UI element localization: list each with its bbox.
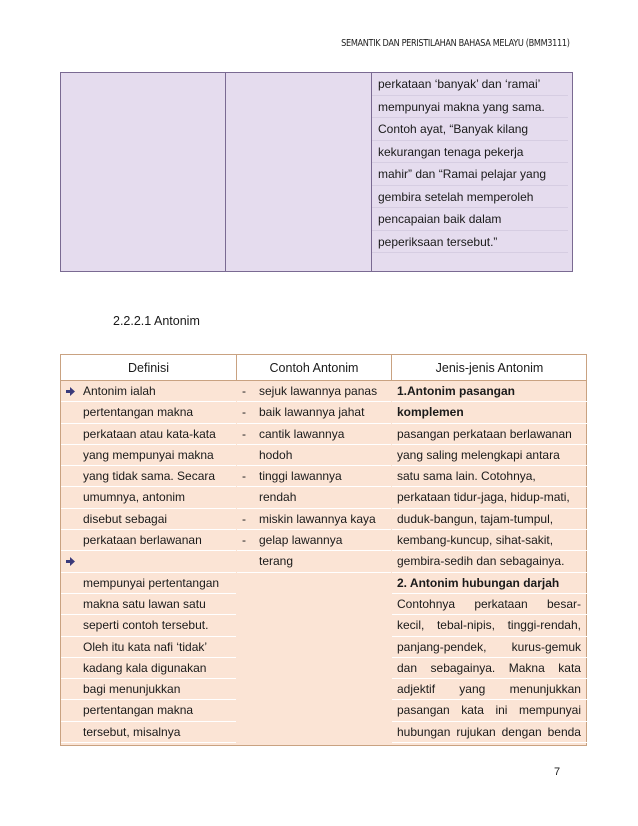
definisi-line: tersebut, misalnya bbox=[61, 722, 236, 743]
jenis-line: 1.Antonim pasangan bbox=[392, 381, 587, 402]
jenis-line: Contohnya perkataan besar- bbox=[392, 594, 587, 615]
contoh-line: - cantik lawannya bbox=[237, 424, 391, 445]
jenis-line: yang saling melengkapi antara bbox=[392, 445, 587, 466]
contoh-line: hodoh bbox=[237, 445, 391, 466]
contoh-line: rendah bbox=[237, 487, 391, 508]
table-header bbox=[61, 355, 586, 381]
definisi-line: yang mempunyai makna bbox=[61, 445, 236, 466]
continuation-cell bbox=[372, 73, 572, 271]
header-contoh: Contoh Antonim bbox=[269, 361, 359, 375]
definisi-line: Oleh itu kata nafi ‘tidak’ bbox=[61, 637, 236, 658]
contoh-column bbox=[237, 381, 391, 573]
text-line: pencapaian baik dalam bbox=[372, 208, 568, 231]
definisi-line: perkataan berlawanan bbox=[61, 530, 236, 551]
definisi-line: Antonim ialah bbox=[61, 381, 236, 402]
definisi-line bbox=[61, 551, 236, 572]
continuation-table bbox=[60, 72, 573, 272]
text-line: Contoh ayat, “Banyak kilang bbox=[372, 118, 568, 141]
text-line: gembira setelah memperoleh bbox=[372, 186, 568, 209]
contoh-line: - baik lawannya jahat bbox=[237, 402, 391, 423]
header-definisi: Definisi bbox=[128, 361, 169, 375]
text-line: mempunyai makna yang sama. bbox=[372, 96, 568, 119]
contoh-line: - gelap lawannya bbox=[237, 530, 391, 551]
jenis-line: duduk-bangun, tajam-tumpul, bbox=[392, 509, 587, 530]
running-header: SEMANTIK DAN PERISTILAHAN BAHASA MELAYU (BMM3111) bbox=[341, 38, 570, 49]
jenis-line: hubungan rujukan dengan benda bbox=[392, 722, 587, 743]
header-jenis: Jenis-jenis Antonim bbox=[435, 361, 544, 375]
definisi-line: pertentangan makna bbox=[61, 402, 236, 423]
definisi-line: makna satu lawan satu bbox=[61, 594, 236, 615]
definisi-line: yang tidak sama. Secara bbox=[61, 466, 236, 487]
jenis-line: satu sama lain. Cotohnya, bbox=[392, 466, 587, 487]
text-line: perkataan ‘banyak’ dan ‘ramai’ bbox=[372, 73, 568, 96]
definisi-line: perkataan atau kata-kata bbox=[61, 424, 236, 445]
definisi-line: kadang kala digunakan bbox=[61, 658, 236, 679]
jenis-line: adjektif yang menunjukkan bbox=[392, 679, 587, 700]
antonim-table bbox=[60, 354, 587, 746]
jenis-line: pasangan perkataan berlawanan bbox=[392, 424, 587, 445]
definisi-line: disebut sebagai bbox=[61, 509, 236, 530]
arrow-bullet-icon bbox=[65, 556, 76, 567]
jenis-line: kecil, tebal-nipis, tinggi-rendah, bbox=[392, 615, 587, 636]
contoh-line: - tinggi lawannya bbox=[237, 466, 391, 487]
arrow-bullet-icon bbox=[65, 386, 76, 397]
text-line: peperiksaan tersebut.” bbox=[372, 231, 568, 254]
jenis-column bbox=[392, 381, 587, 743]
contoh-line: terang bbox=[237, 551, 391, 572]
jenis-line: panjang-pendek, kurus-gemuk bbox=[392, 637, 587, 658]
contoh-line: - miskin lawannya kaya bbox=[237, 509, 391, 530]
section-title: 2.2.2.1 Antonim bbox=[113, 314, 200, 328]
definisi-line: mempunyai pertentangan bbox=[61, 573, 236, 594]
column-divider bbox=[225, 73, 226, 271]
jenis-line: 2. Antonim hubungan darjah bbox=[392, 573, 587, 594]
definisi-column bbox=[61, 381, 236, 743]
text-line: kekurangan tenaga pekerja bbox=[372, 141, 568, 164]
page-number: 7 bbox=[554, 766, 561, 778]
jenis-line: komplemen bbox=[392, 402, 587, 423]
text-line: mahir” dan “Ramai pelajar yang bbox=[372, 163, 568, 186]
table-body bbox=[61, 381, 586, 745]
definisi-line: umumnya, antonim bbox=[61, 487, 236, 508]
definisi-line: bagi menunjukkan bbox=[61, 679, 236, 700]
jenis-line: pasangan kata ini mempunyai bbox=[392, 700, 587, 721]
definisi-line: seperti contoh tersebut. bbox=[61, 615, 236, 636]
contoh-line: - sejuk lawannya panas bbox=[237, 381, 391, 402]
jenis-line: dan sebagainya. Makna kata bbox=[392, 658, 587, 679]
definisi-line: pertentangan makna bbox=[61, 700, 236, 721]
jenis-line: gembira-sedih dan sebagainya. bbox=[392, 551, 587, 572]
jenis-line: perkataan tidur-jaga, hidup-mati, bbox=[392, 487, 587, 508]
jenis-line: kembang-kuncup, sihat-sakit, bbox=[392, 530, 587, 551]
